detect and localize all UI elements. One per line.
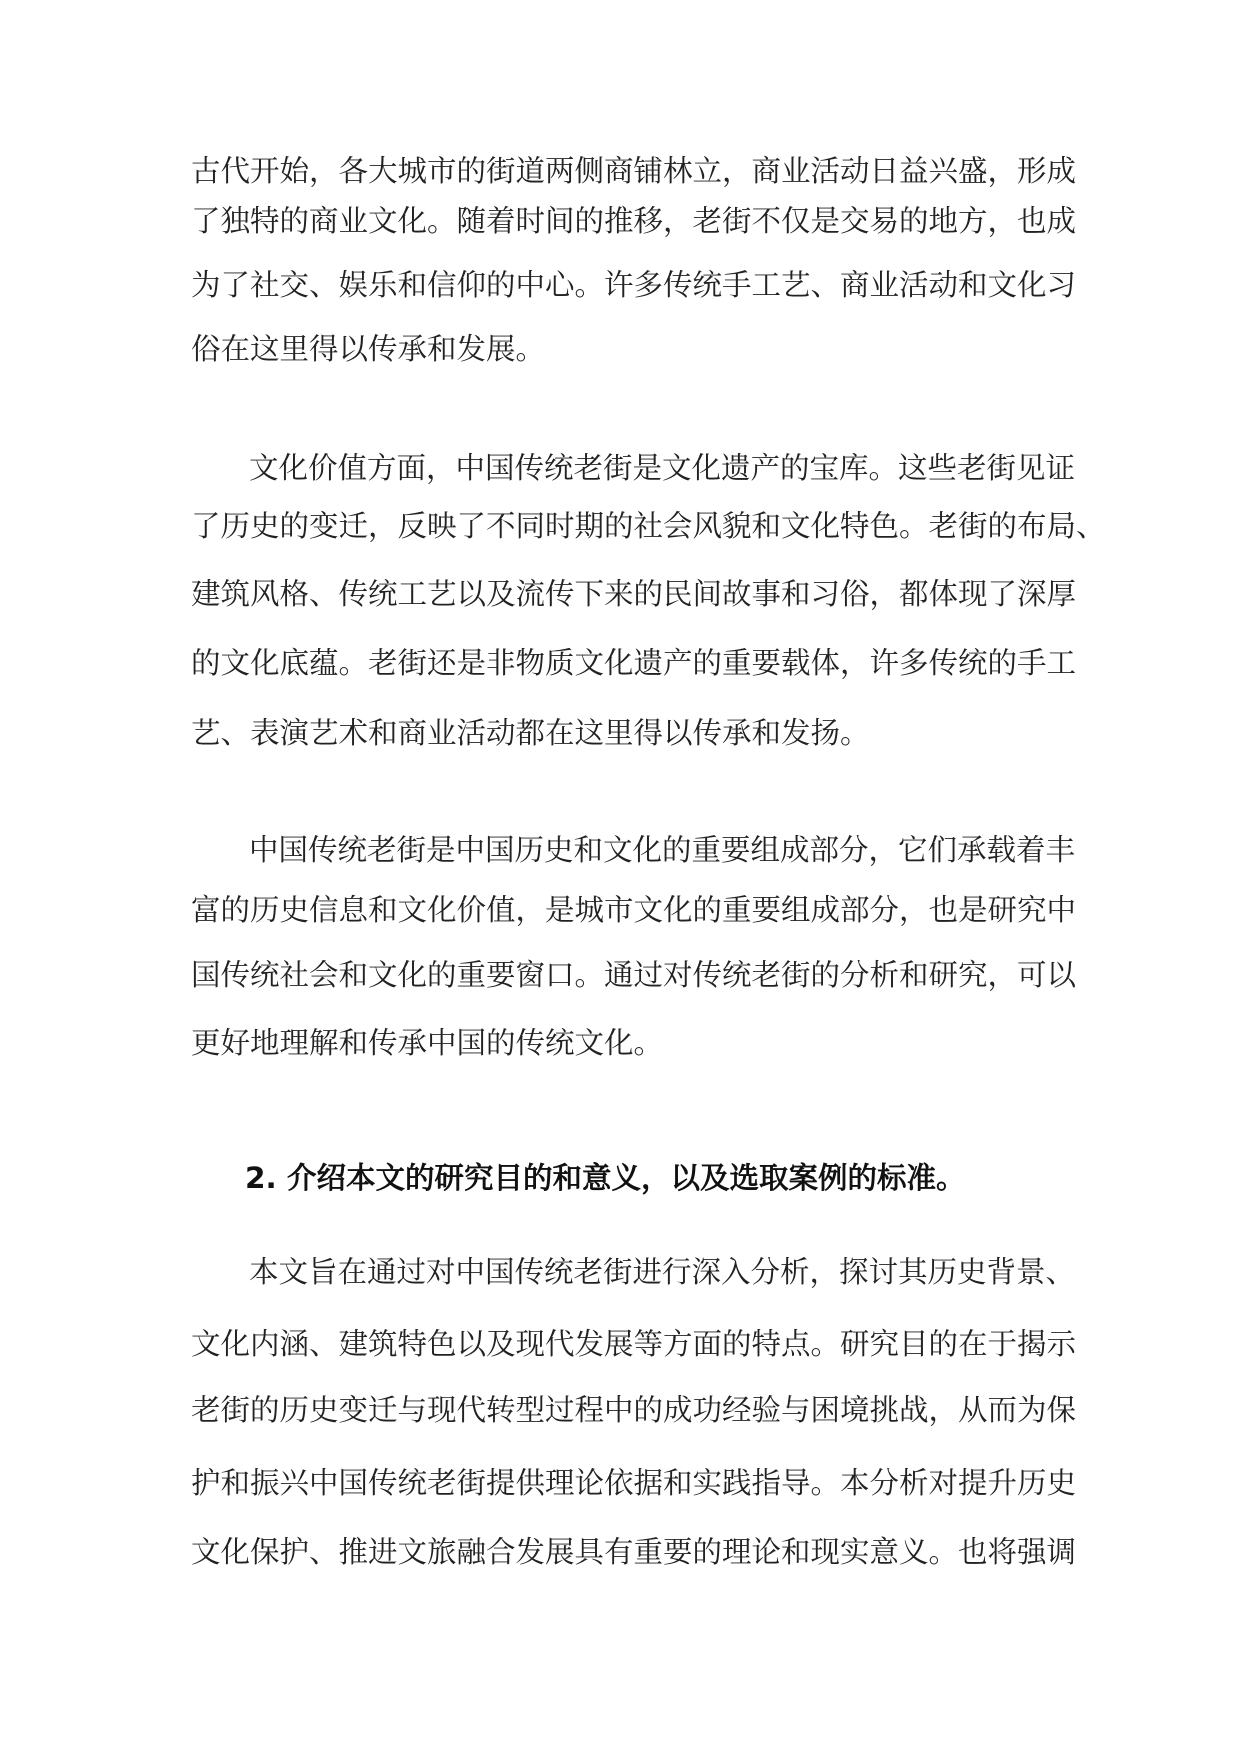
paragraph-3-line-3: 国传统社会和文化的重要窗口。通过对传统老街的分析和研究，可以 xyxy=(191,958,1077,992)
paragraph-2-line-2: 了历史的变迁，反映了不同时期的社会风貌和文化特色。老街的布局、 xyxy=(191,509,1106,543)
paragraph-3-line-4: 更好地理解和传承中国的传统文化。 xyxy=(191,1026,664,1060)
paragraph-3-line-1: 中国传统老街是中国历史和文化的重要组成部分，它们承载着丰 xyxy=(249,833,1076,867)
paragraph-3-line-2: 富的历史信息和文化价值，是城市文化的重要组成部分，也是研究中 xyxy=(191,893,1077,927)
paragraph-1-line-2: 了独特的商业文化。随着时间的推移，老街不仅是交易的地方，也成 xyxy=(191,204,1077,238)
paragraph-2-line-1: 文化价值方面，中国传统老街是文化遗产的宝库。这些老街见证 xyxy=(249,451,1076,485)
section-paragraph-line-1: 本文旨在通过对中国传统老街进行深入分析，探讨其历史背景、 xyxy=(249,1255,1076,1289)
section-paragraph-line-2: 文化内涵、建筑特色以及现代发展等方面的特点。研究目的在于揭示 xyxy=(191,1327,1077,1361)
paragraph-2-line-4: 的文化底蕴。老街还是非物质文化遗产的重要载体，许多传统的手工 xyxy=(191,646,1077,680)
paragraph-1-line-1: 古代开始，各大城市的街道两侧商铺林立，商业活动日益兴盛，形成 xyxy=(191,154,1077,188)
paragraph-2-line-5: 艺、表演艺术和商业活动都在这里得以传承和发扬。 xyxy=(191,716,870,750)
section-heading: 2. 介绍本文的研究目的和意义，以及选取案例的标准。 xyxy=(245,1161,966,1195)
paragraph-1-line-4: 俗在这里得以传承和发展。 xyxy=(191,332,546,366)
section-paragraph-line-4: 护和振兴中国传统老街提供理论依据和实践指导。本分析对提升历史 xyxy=(191,1466,1077,1500)
section-paragraph-line-3: 老街的历史变迁与现代转型过程中的成功经验与困境挑战，从而为保 xyxy=(191,1393,1077,1427)
section-paragraph-line-5: 文化保护、推进文旅融合发展具有重要的理论和现实意义。也将强调 xyxy=(191,1535,1077,1569)
paragraph-1-line-3: 为了社交、娱乐和信仰的中心。许多传统手工艺、商业活动和文化习 xyxy=(191,268,1077,302)
paragraph-2-line-3: 建筑风格、传统工艺以及流传下来的民间故事和习俗，都体现了深厚 xyxy=(191,577,1077,611)
